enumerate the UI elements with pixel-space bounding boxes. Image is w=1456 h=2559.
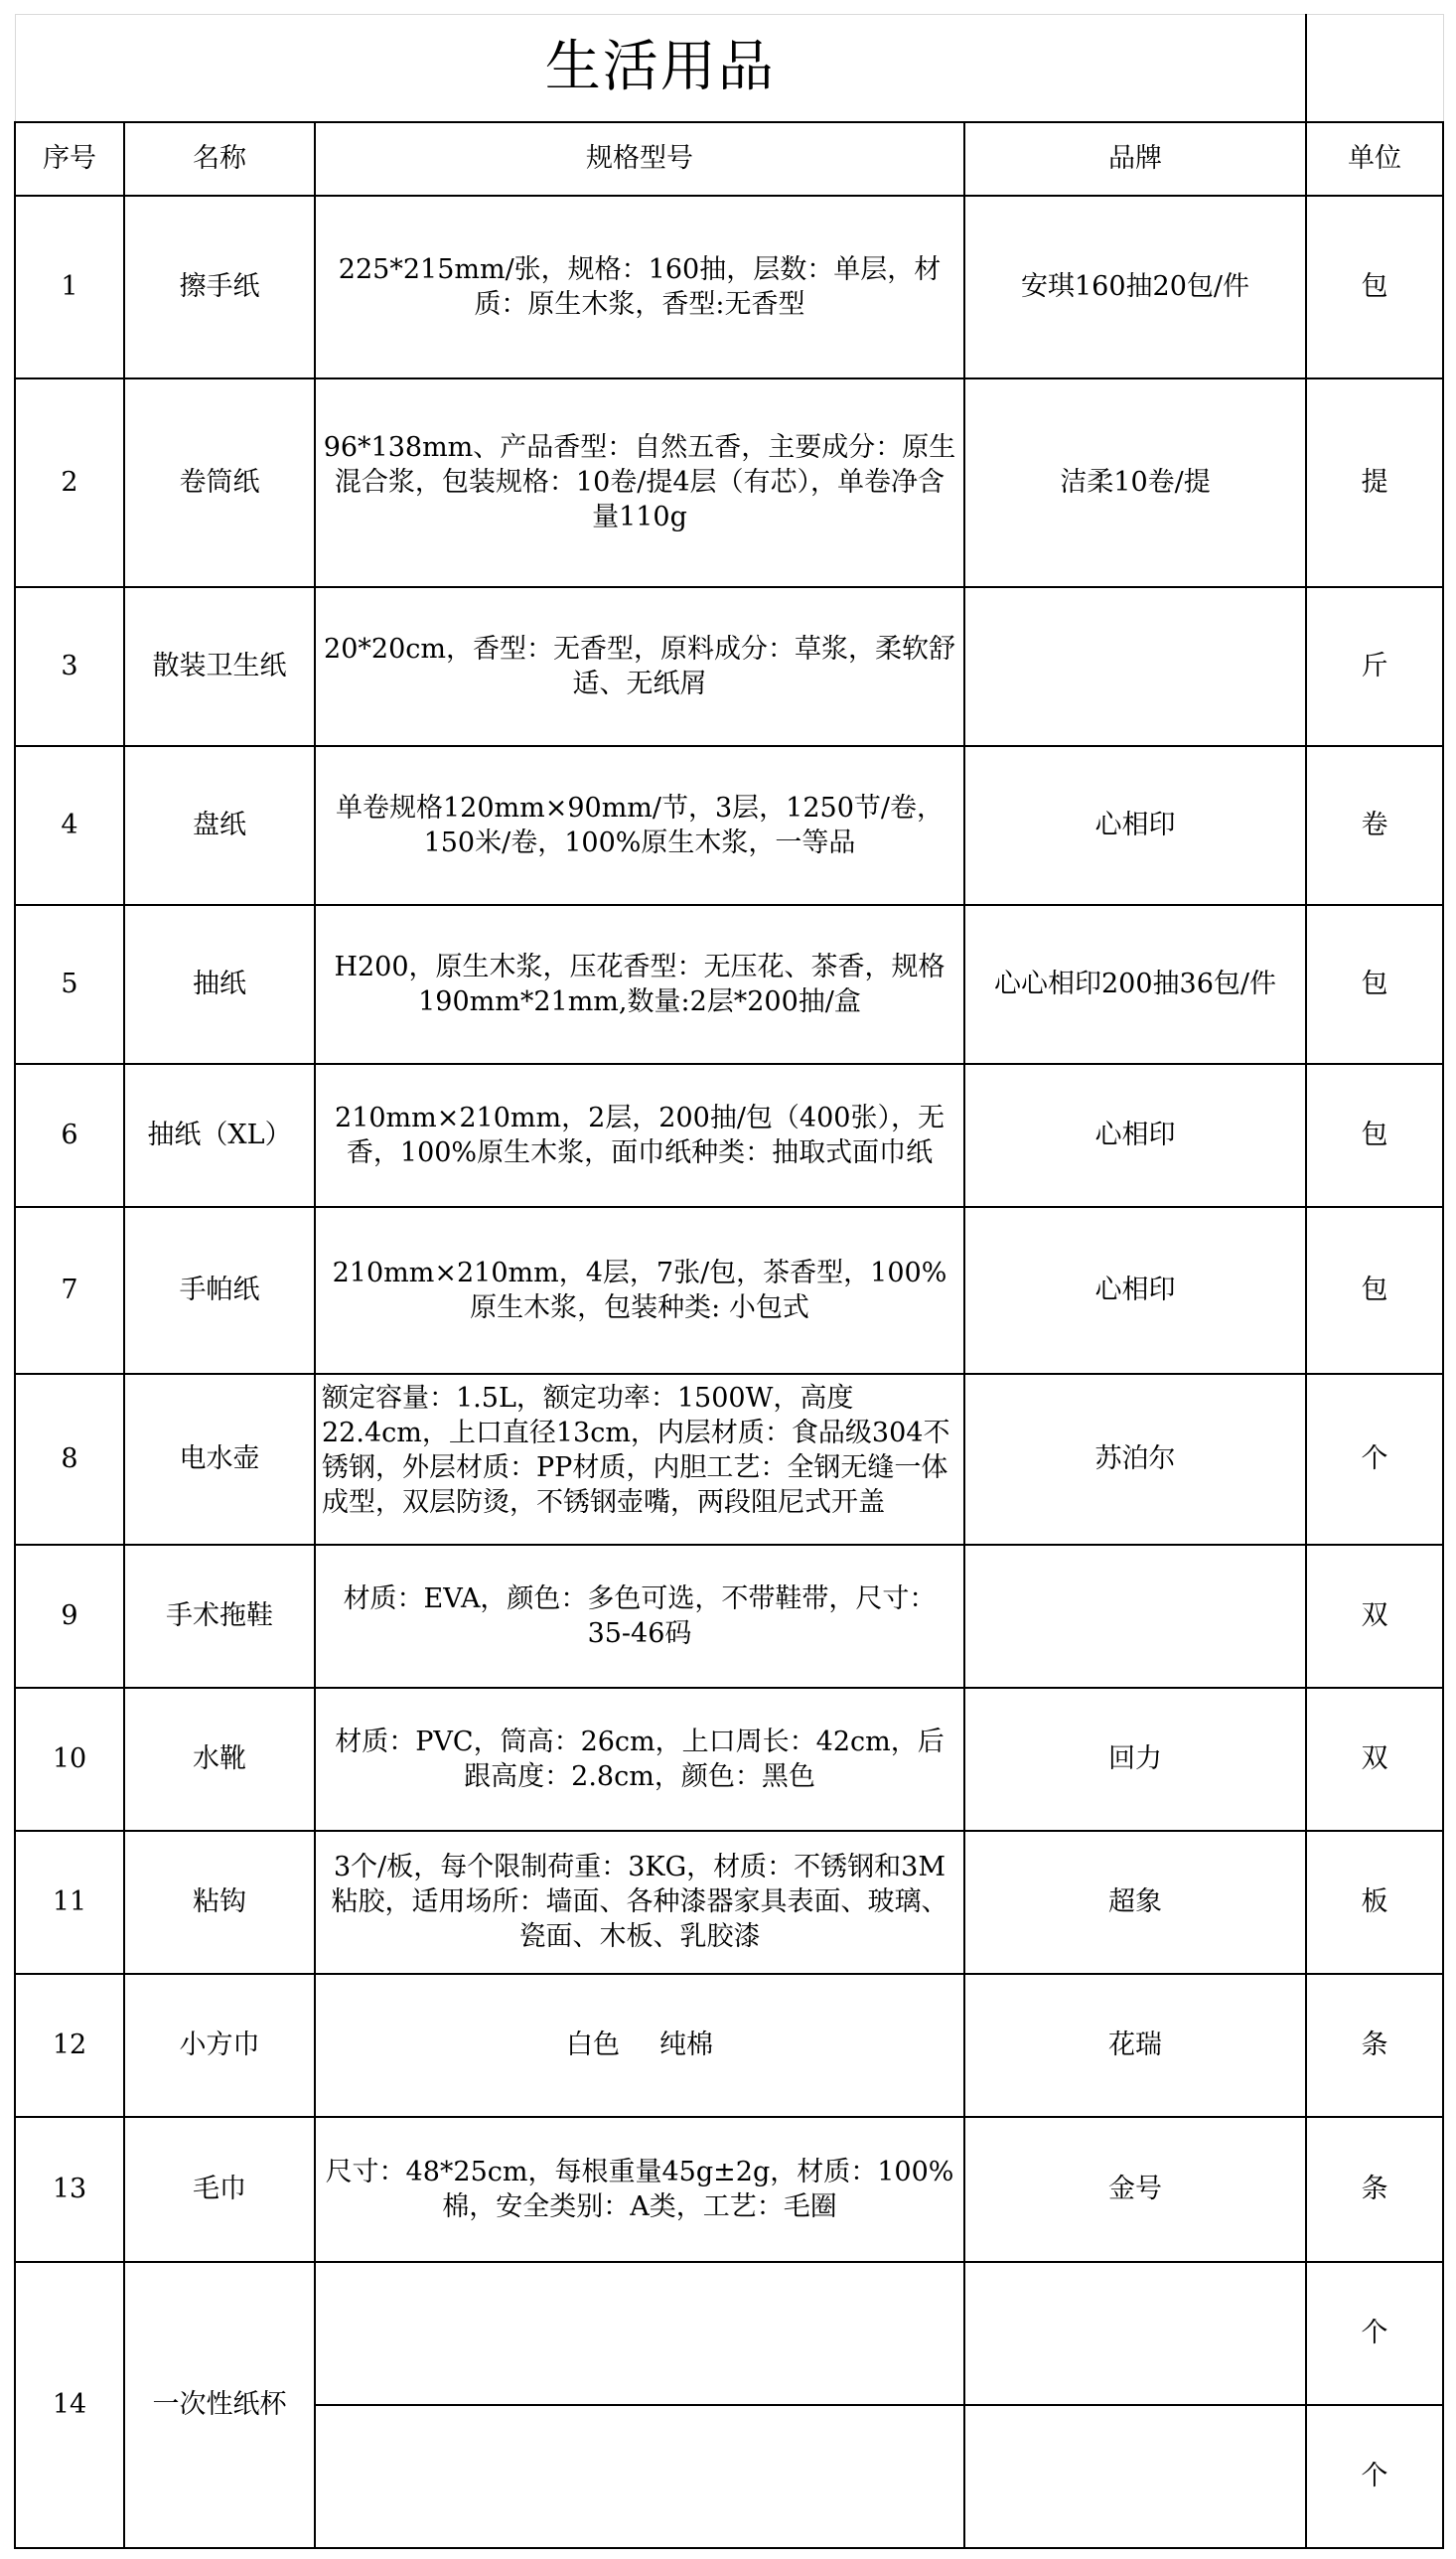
cell-unit: 双 [1306,1688,1443,1831]
cell-unit: 个 [1306,2405,1443,2548]
cell-spec: 3个/板，每个限制荷重：3KG，材质：不锈钢和3M粘胶，适用场所：墙面、各种漆器家具表面、玻璃、瓷面、木板、乳胶漆 [315,1831,964,1974]
cell-unit: 包 [1306,905,1443,1064]
cell-unit: 双 [1306,1545,1443,1688]
cell-name: 一次性纸杯 [124,2262,315,2548]
cell-no: 4 [15,746,124,905]
cell-spec: 210mm×210mm，2层，200抽/包（400张），无香，100%原生木浆，面巾纸种类：抽取式面巾纸 [315,1064,964,1207]
cell-name: 水靴 [124,1688,315,1831]
table-row [15,905,1443,1064]
cell-no: 13 [15,2117,124,2262]
cell-brand: 心相印 [964,1207,1306,1374]
cell-brand: 洁柔10卷/提 [964,378,1306,587]
table-row [15,1974,1443,2117]
cell-unit: 个 [1306,1374,1443,1545]
cell-name: 粘钩 [124,1831,315,1974]
cell-spec [315,2262,964,2405]
cell-name: 手帕纸 [124,1207,315,1374]
header-brand: 品牌 [964,122,1306,196]
cell-name: 盘纸 [124,746,315,905]
cell-spec: 210mm×210mm，4层，7张/包，茶香型，100%原生木浆，包装种类: 小包式 [315,1207,964,1374]
cell-brand: 心相印 [964,746,1306,905]
table-row [15,1545,1443,1688]
cell-unit: 斤 [1306,587,1443,746]
header-spec: 规格型号 [315,122,964,196]
table-row [15,1374,1443,1545]
cell-spec [315,1974,964,2117]
spreadsheet-table [14,14,1444,2549]
cell-spec-color: 白色 [566,2030,620,2060]
cell-spec [315,2405,964,2548]
cell-unit: 个 [1306,2262,1443,2405]
table-row [15,1688,1443,1831]
cell-brand: 安琪160抽20包/件 [964,196,1306,378]
cell-name: 抽纸（XL） [124,1064,315,1207]
cell-unit: 提 [1306,378,1443,587]
cell-name: 擦手纸 [124,196,315,378]
cell-no: 1 [15,196,124,378]
cell-brand [964,587,1306,746]
table-row [15,2117,1443,2262]
table-row [15,746,1443,905]
cell-spec-text: 额定容量：1.5L，额定功率：1500W，高度22.4cm，上口直径13cm，内层材质：食品级304不锈钢，外层材质：PP材质，内胆工艺：全钢无缝一体成型，双层防烫，不锈钢壶嘴，两段阻尼式开盖 [322,1382,950,1518]
header-name: 名称 [124,122,315,196]
table-row [15,196,1443,378]
cell-brand [964,2405,1306,2548]
cell-spec-material: 纯棉 [659,2030,713,2060]
cell-no: 12 [15,1974,124,2117]
table-row [15,378,1443,587]
cell-unit: 包 [1306,1207,1443,1374]
cell-brand: 回力 [964,1688,1306,1831]
cell-no: 7 [15,1207,124,1374]
cell-no: 14 [15,2262,124,2548]
cell-spec: 96*138mm、产品香型：自然五香，主要成分：原生混合浆，包装规格：10卷/提4层（有芯），单卷净含量110g [315,378,964,587]
cell-no: 11 [15,1831,124,1974]
header-unit: 单位 [1306,122,1443,196]
cell-no: 6 [15,1064,124,1207]
cell-no: 5 [15,905,124,1064]
cell-brand: 心心相印200抽36包/件 [964,905,1306,1064]
cell-no: 9 [15,1545,124,1688]
cell-name: 散装卫生纸 [124,587,315,746]
cell-brand: 超象 [964,1831,1306,1974]
table-row [15,587,1443,746]
cell-unit: 包 [1306,196,1443,378]
cell-name: 小方巾 [124,1974,315,2117]
cell-unit: 卷 [1306,746,1443,905]
cell-brand: 苏泊尔 [964,1374,1306,1545]
cell-brand [964,1545,1306,1688]
cell-name: 卷筒纸 [124,378,315,587]
cell-unit: 条 [1306,2117,1443,2262]
title-row [15,15,1443,122]
table-row [15,1207,1443,1374]
cell-spec: 材质：PVC，筒高：26cm，上口周长：42cm，后跟高度：2.8cm，颜色：黑色 [315,1688,964,1831]
cell-spec: 单卷规格120mm×90mm/节，3层，1250节/卷，150米/卷，100%原生木浆，一等品 [315,746,964,905]
cell-spec: 材质：EVA，颜色：多色可选，不带鞋带，尺寸：35-46码 [315,1545,964,1688]
cell-unit: 条 [1306,1974,1443,2117]
table-row [15,1831,1443,1974]
cell-unit: 板 [1306,1831,1443,1974]
cell-spec: 225*215mm/张，规格：160抽，层数：单层，材质：原生木浆，香型:无香型 [315,196,964,378]
cell-brand [964,2262,1306,2405]
title-empty-cell [1306,15,1443,122]
header-no: 序号 [15,122,124,196]
cell-name: 毛巾 [124,2117,315,2262]
table-row [15,1064,1443,1207]
header-row [15,122,1443,196]
cell-no: 2 [15,378,124,587]
cell-spec [315,1374,964,1545]
cell-name: 电水壶 [124,1374,315,1545]
cell-name: 手术拖鞋 [124,1545,315,1688]
cell-unit: 包 [1306,1064,1443,1207]
cell-brand: 金号 [964,2117,1306,2262]
cell-no: 10 [15,1688,124,1831]
sheet-title: 生活用品 [15,15,1306,122]
cell-name: 抽纸 [124,905,315,1064]
table-row [15,2262,1443,2405]
cell-brand: 花瑞 [964,1974,1306,2117]
cell-no: 8 [15,1374,124,1545]
cell-spec: H200，原生木浆，压花香型：无压花、茶香，规格190mm*21mm,数量:2层*200抽/盒 [315,905,964,1064]
cell-brand: 心相印 [964,1064,1306,1207]
cell-spec: 20*20cm，香型：无香型，原料成分：草浆，柔软舒适、无纸屑 [315,587,964,746]
cell-spec: 尺寸：48*25cm，每根重量45g±2g，材质：100%棉，安全类别：A类，工艺：毛圈 [315,2117,964,2262]
cell-no: 3 [15,587,124,746]
